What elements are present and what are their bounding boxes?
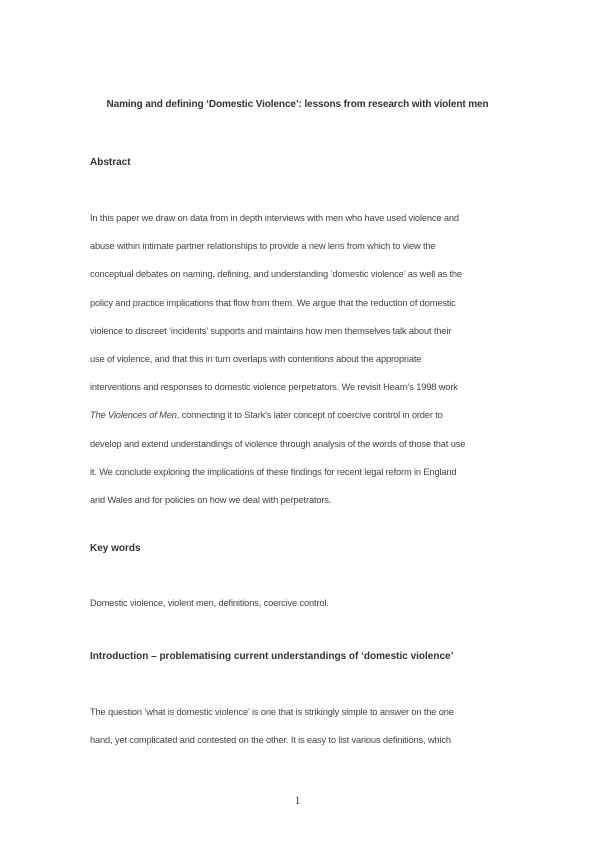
abstract-line: conceptual debates on naming, defining, and understanding ‘domestic violence’ as well as the	[90, 269, 462, 280]
introduction-line: The question ‘what is domestic violence’ is one that is strikingly simple to answer on the one	[90, 707, 454, 717]
abstract-line: policy and practice implications that flow from them. We argue that the reduction of domestic	[90, 297, 456, 308]
abstract-line-rest: , connecting it to Stark's later concept of coercive control in order to	[176, 410, 443, 421]
introduction-paragraph	[90, 705, 510, 761]
introduction-heading: Introduction – problematising current understandings of ‘domestic violence’	[90, 651, 454, 662]
abstract-heading: Abstract	[90, 157, 131, 168]
keywords-text: Domestic violence, violent men, definitions, coercive control.	[90, 598, 329, 608]
abstract-paragraph	[90, 211, 510, 521]
introduction-line: hand, yet complicated and contested on the other. It is easy to list various definitions, which	[90, 735, 451, 746]
page-number: 1	[294, 793, 301, 807]
abstract-line: use of violence, and that this in turn overlaps with contentions about the appropriate	[90, 353, 422, 364]
keywords-paragraph	[90, 596, 510, 624]
abstract-line: interventions and responses to domestic violence perpetrators. We revisit Hearn's 1998 work	[90, 382, 458, 393]
book-title: The Violences of Men	[90, 410, 177, 421]
abstract-line: develop and extend understandings of violence through analysis of the words of those that use	[90, 438, 466, 449]
abstract-line: and Wales and for policies on how we deal with perpetrators.	[90, 494, 332, 505]
keywords-heading: Key words	[90, 543, 141, 554]
abstract-line: violence to discreet ‘incidents’ supports and maintains how men themselves talk about their	[90, 325, 452, 336]
abstract-line: In this paper we draw on data from in depth interviews with men who have used violence and	[90, 213, 459, 223]
abstract-line: abuse within intimate partner relationships to provide a new lens from which to view the	[90, 241, 436, 252]
paper-title: Naming and defining ‘Domestic Violence’: lessons from research with violent men	[106, 99, 489, 110]
abstract-line: it. We conclude exploring the implications of these findings for recent legal reform in England	[90, 466, 457, 477]
abstract-line	[90, 408, 510, 436]
